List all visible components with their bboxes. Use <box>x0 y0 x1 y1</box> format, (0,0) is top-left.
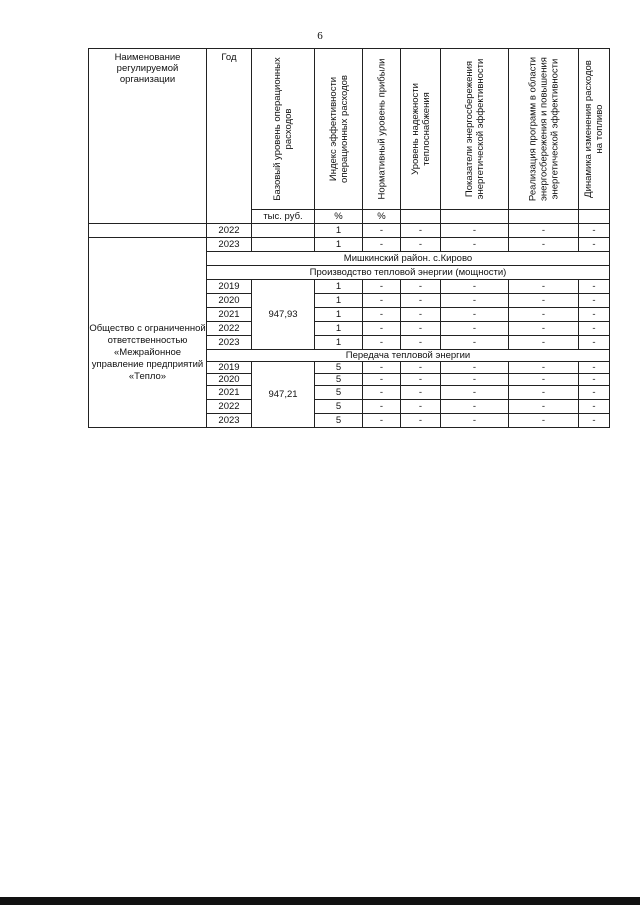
data-cell: - <box>579 322 610 336</box>
data-cell: 1 <box>315 238 363 252</box>
column-header <box>401 49 441 210</box>
column-header <box>509 49 579 210</box>
data-cell: - <box>441 400 509 414</box>
data-cell: - <box>401 308 441 322</box>
section-title: Производство тепловой энергии (мощности) <box>207 266 610 280</box>
page-number: 6 <box>317 30 323 42</box>
data-cell <box>252 238 315 252</box>
header-row <box>89 49 610 210</box>
data-cell: - <box>441 362 509 374</box>
data-cell: - <box>509 238 579 252</box>
column-header <box>441 49 509 210</box>
column-header <box>363 49 401 210</box>
data-cell: - <box>441 308 509 322</box>
data-cell: - <box>441 294 509 308</box>
data-cell: - <box>579 336 610 350</box>
year-cell: 2020 <box>207 374 252 386</box>
data-cell: - <box>579 386 610 400</box>
data-cell: - <box>441 238 509 252</box>
data-cell: - <box>509 224 579 238</box>
data-cell: - <box>579 374 610 386</box>
data-cell: - <box>363 322 401 336</box>
data-cell: - <box>401 336 441 350</box>
organization-name: Общество с ограниченной ответственностью «Межрайонное управление предприятий «Тепло» <box>89 238 207 428</box>
data-cell: - <box>401 280 441 294</box>
unit-cell <box>441 210 509 224</box>
data-cell: - <box>363 336 401 350</box>
data-cell: - <box>509 386 579 400</box>
data-cell: - <box>401 414 441 428</box>
data-cell: - <box>579 400 610 414</box>
data-cell: 1 <box>315 336 363 350</box>
table-row <box>89 238 610 252</box>
year-cell: 2023 <box>207 336 252 350</box>
column-header-label: Реализация программ в области энергосбережения и повышения энергетической эффективности <box>527 56 560 202</box>
column-header <box>252 49 315 210</box>
data-cell: - <box>401 322 441 336</box>
data-cell: - <box>579 414 610 428</box>
org-cell-empty <box>89 224 207 238</box>
year-cell: 2019 <box>207 280 252 294</box>
data-cell: - <box>401 386 441 400</box>
unit-cell <box>579 210 610 224</box>
data-cell: 5 <box>315 386 363 400</box>
data-cell: 1 <box>315 322 363 336</box>
year-cell: 2021 <box>207 308 252 322</box>
data-cell: - <box>363 386 401 400</box>
column-header-label: Индекс эффективности операционных расходов <box>327 75 350 183</box>
data-cell: 1 <box>315 294 363 308</box>
data-cell: - <box>363 362 401 374</box>
data-cell: - <box>509 336 579 350</box>
column-header-label: Базовый уровень операционных расходов <box>272 57 294 201</box>
data-cell: - <box>401 224 441 238</box>
unit-cell: % <box>363 210 401 224</box>
section-title: Передача тепловой энергии <box>207 350 610 362</box>
data-cell: 5 <box>315 400 363 414</box>
data-cell: - <box>441 336 509 350</box>
page-bottom-edge <box>0 897 640 905</box>
table-row <box>89 224 610 238</box>
year-cell: 2020 <box>207 294 252 308</box>
column-header-label: Динамика изменения расходов на топливо <box>583 60 605 198</box>
data-cell: - <box>401 362 441 374</box>
data-cell: - <box>509 400 579 414</box>
year-cell: 2022 <box>207 400 252 414</box>
data-cell: 5 <box>315 374 363 386</box>
data-cell: - <box>363 294 401 308</box>
data-cell: - <box>579 280 610 294</box>
data-cell: - <box>509 362 579 374</box>
column-header <box>579 49 610 210</box>
unit-cell: % <box>315 210 363 224</box>
data-cell: - <box>363 224 401 238</box>
column-header-label: Показатели энергосбережения энергетической эффективности <box>463 58 486 200</box>
data-cell: - <box>509 294 579 308</box>
data-cell: - <box>363 308 401 322</box>
data-cell: - <box>579 238 610 252</box>
regulation-table <box>88 48 610 428</box>
data-cell: - <box>401 400 441 414</box>
data-cell: - <box>509 414 579 428</box>
year-cell: 2019 <box>207 362 252 374</box>
org-column-header: Наименование регулируемой организации <box>89 49 207 224</box>
column-header-label: Уровень надежности теплоснабжения <box>409 83 432 175</box>
data-cell: - <box>401 294 441 308</box>
data-cell: - <box>441 280 509 294</box>
unit-cell: тыс. руб. <box>252 210 315 224</box>
data-cell: - <box>363 374 401 386</box>
data-cell: 1 <box>315 308 363 322</box>
column-header <box>315 49 363 210</box>
data-cell: - <box>363 414 401 428</box>
region-title: Мишкинский район. с.Кирово <box>207 252 610 266</box>
data-cell: - <box>579 224 610 238</box>
data-cell: - <box>509 280 579 294</box>
data-cell: 1 <box>315 224 363 238</box>
data-cell: - <box>441 322 509 336</box>
data-cell: - <box>363 238 401 252</box>
base-cost-cell: 947,21 <box>252 362 315 428</box>
year-column-header: Год <box>207 49 252 224</box>
data-cell: - <box>401 238 441 252</box>
data-cell: - <box>441 374 509 386</box>
base-cost-cell: 947,93 <box>252 280 315 350</box>
year-cell: 2022 <box>207 224 252 238</box>
data-cell: - <box>363 400 401 414</box>
unit-cell <box>401 210 441 224</box>
data-cell <box>252 224 315 238</box>
year-cell: 2023 <box>207 238 252 252</box>
data-cell: - <box>401 374 441 386</box>
unit-cell <box>509 210 579 224</box>
data-cell: - <box>441 386 509 400</box>
data-cell: - <box>579 308 610 322</box>
data-cell: - <box>441 414 509 428</box>
data-cell: - <box>509 322 579 336</box>
year-cell: 2022 <box>207 322 252 336</box>
column-header-label: Нормативный уровень прибыли <box>376 58 387 200</box>
data-cell: - <box>509 308 579 322</box>
year-cell: 2023 <box>207 414 252 428</box>
data-cell: - <box>363 280 401 294</box>
data-cell: 5 <box>315 362 363 374</box>
data-cell: - <box>441 224 509 238</box>
data-cell: 5 <box>315 414 363 428</box>
year-cell: 2021 <box>207 386 252 400</box>
data-cell: 1 <box>315 280 363 294</box>
data-cell: - <box>579 362 610 374</box>
data-cell: - <box>509 374 579 386</box>
data-cell: - <box>579 294 610 308</box>
